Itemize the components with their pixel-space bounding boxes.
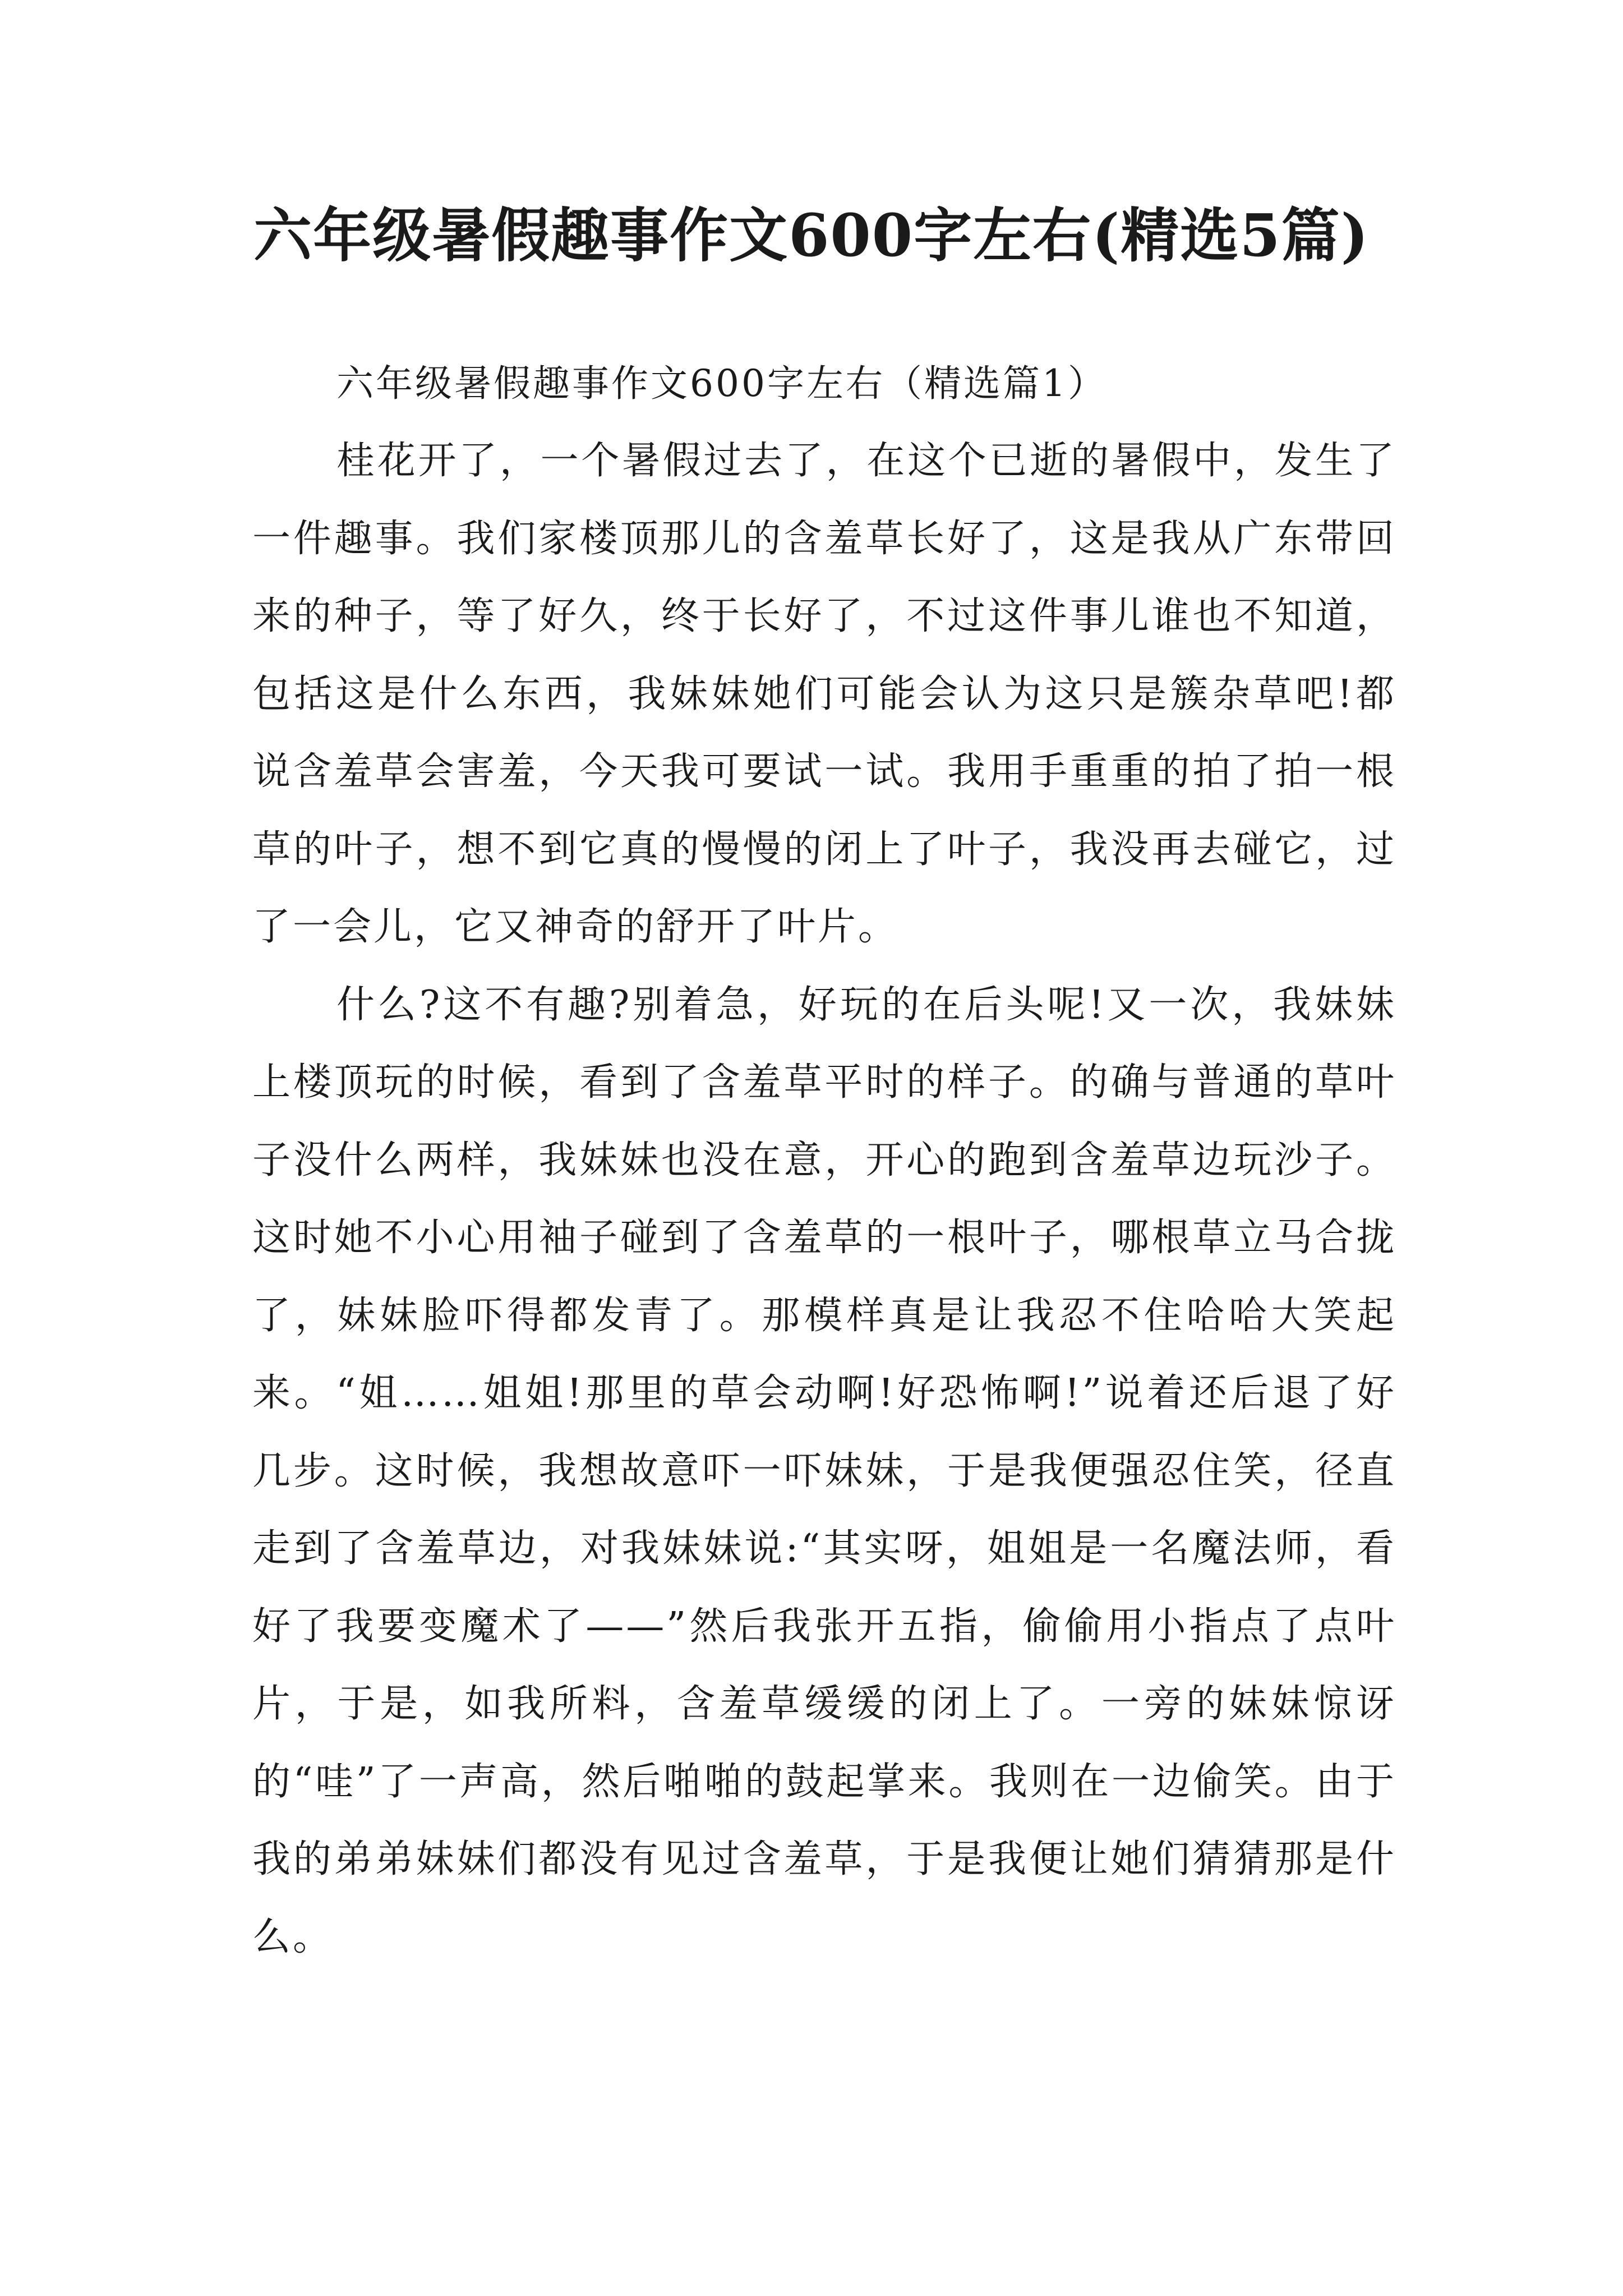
section-heading: 六年级暑假趣事作文600字左右（精选篇1） <box>336 362 1107 405</box>
paragraph-2: 什么?这不有趣?别着急，好玩的在后头呢!又一次，我妹妹上楼顶玩的时候，看到了含羞草平时的样子。的确与普通的草叶子没什么两样，我妹妹也没在意，开心的跑到含羞草边玩沙子。这时她不小心用袖子碰到了含羞草的一根叶子，哪根草立马合拢了，妹妹脸吓得都发青了。那模样真是让我忍不住哈哈大笑起来。“姐……姐姐!那里的草会动啊!好恐怖啊!”说着还后退了好几步。这时候，我想故意吓一吓妹妹，于是我便强忍住笑，径直走到了含羞草边，对我妹妹说:“其实呀，姐姐是一名魔法师，看好了我要变魔术了——”然后我张开五指，偷偷用小指点了点叶片，于是，如我所料，含羞草缓缓的闭上了。一旁的妹妹惊讶的“哇”了一声高，然后啪啪的鼓起掌来。我则在一边偷笑。由于我的弟弟妹妹们都没有见过含羞草，于是我便让她们猜猜那是什么。 <box>252 982 1396 1959</box>
paragraph-1: 桂花开了，一个暑假过去了，在这个已逝的暑假中，发生了一件趣事。我们家楼顶那儿的含羞草长好了，这是我从广东带回来的种子，等了好久，终于长好了，不过这件事儿谁也不知道，包括这是什么东西，我妹妹她们可能会认为这只是簇杂草吧!都说含羞草会害羞，今天我可要试一试。我用手重重的拍了拍一根草的叶子，想不到它真的慢慢的闭上了叶子，我没再去碰它，过了一会儿，它又神奇的舒开了叶片。 <box>252 439 1396 949</box>
document-title: 六年级暑假趣事作文600字左右(精选5篇) <box>253 201 1370 270</box>
document-body <box>252 345 1396 1976</box>
